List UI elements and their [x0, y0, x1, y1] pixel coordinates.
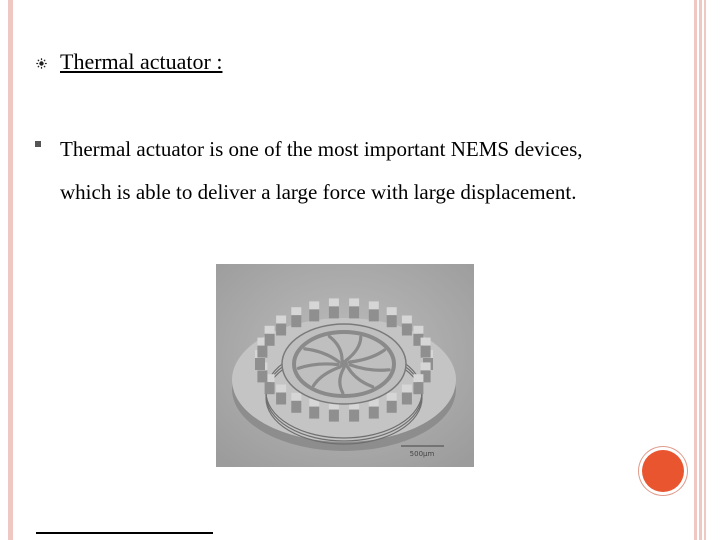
footer-underline: [36, 532, 213, 534]
left-border-rule: [8, 0, 13, 540]
actuator-finger: [309, 301, 319, 321]
actuator-finger: [291, 307, 301, 327]
sun-bullet-icon: [36, 58, 47, 69]
actuator-finger: [309, 399, 319, 419]
actuator-finger: [387, 393, 397, 413]
square-bullet-icon: [35, 141, 41, 147]
decorative-circle: [642, 450, 684, 492]
actuator-finger: [349, 402, 359, 422]
actuator-finger: [291, 393, 301, 413]
actuator-finger: [387, 307, 397, 327]
actuator-finger: [369, 399, 379, 419]
actuator-finger: [421, 338, 431, 358]
thermal-actuator-sem-image: [216, 264, 474, 467]
actuator-finger: [413, 374, 423, 394]
right-border-rule: [704, 0, 706, 540]
actuator-finger: [369, 301, 379, 321]
right-border-rule: [699, 0, 702, 540]
scale-bar-label: 500µm: [409, 450, 435, 458]
slide-body-text: Thermal actuator is one of the most important NEMS devices, which is able to deliver a large force with large displacement.: [60, 137, 583, 204]
actuator-finger: [402, 316, 412, 336]
actuator-finger: [329, 402, 339, 422]
actuator-finger: [329, 298, 339, 318]
right-border-rule: [694, 0, 697, 540]
actuator-finger: [402, 385, 412, 405]
actuator-finger: [265, 326, 275, 346]
actuator-finger: [276, 316, 286, 336]
actuator-finger: [349, 298, 359, 318]
actuator-finger: [276, 385, 286, 405]
slide-heading: Thermal actuator :: [60, 49, 223, 74]
